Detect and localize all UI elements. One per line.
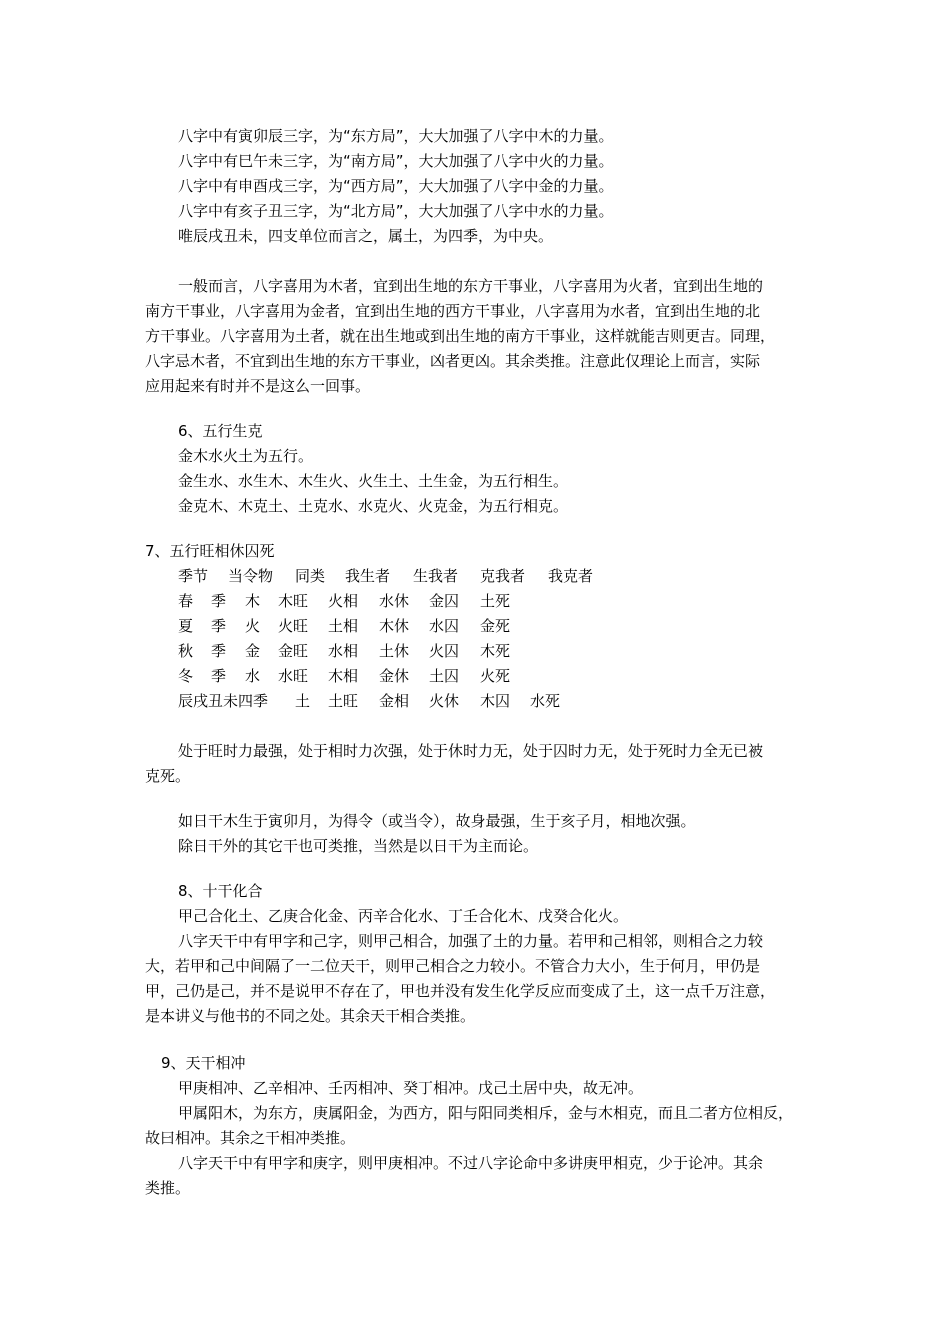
table-cell: 水旺 <box>278 667 309 685</box>
paragraph-line: 类推。 <box>145 1179 191 1197</box>
paragraph-line: 大，若甲和己中间隔了一二位天干，则甲己相合之力较小。不管合力大小，生于何月，甲仍是 <box>145 957 761 975</box>
text-line: 金克木、木克土、土克水、水克火、火克金，为五行相克。 <box>178 497 569 515</box>
table-header-cell: 季节 <box>178 567 209 585</box>
table-cell: 土囚 <box>429 667 460 685</box>
table-cell: 季 <box>211 592 227 610</box>
table-cell: 冬 <box>178 667 194 685</box>
table-cell: 夏 <box>178 617 194 635</box>
table-cell: 春 <box>178 592 194 610</box>
paragraph-line: 甲，己仍是己，并不是说甲不存在了，甲也并没有发生化学反应而变成了土，这一点千万注意， <box>145 982 776 1000</box>
table-cell: 土死 <box>480 592 511 610</box>
paragraph-line: 应用起来有时并不是这么一回事。 <box>145 377 371 395</box>
section-heading-7: 7、五行旺相休囚死 <box>145 542 275 560</box>
text-line: 唯辰戌丑未，四支单位而言之，属土，为四季，为中央。 <box>178 227 554 245</box>
table-cell: 金囚 <box>429 592 460 610</box>
paragraph-line: 八字天干中有甲字和庚字，则甲庚相冲。不过八字论命中多讲庚甲相克，少于论冲。其余 <box>178 1154 764 1172</box>
table-cell: 季 <box>211 667 227 685</box>
table-header-cell: 我克者 <box>548 567 594 585</box>
text-line: 金木水火土为五行。 <box>178 447 314 465</box>
paragraph-line: 故曰相冲。其余之干相冲类推。 <box>145 1129 356 1147</box>
table-cell: 火囚 <box>429 642 460 660</box>
table-cell: 水死 <box>530 692 561 710</box>
paragraph-line: 除日干外的其它干也可类推，当然是以日干为主而论。 <box>178 837 539 855</box>
table-cell: 木囚 <box>480 692 511 710</box>
table-cell: 水相 <box>328 642 359 660</box>
table-cell: 金休 <box>379 667 410 685</box>
text-line: 八字中有巳午未三字，为“南方局”，大大加强了八字中火的力量。 <box>178 152 614 170</box>
table-cell: 金相 <box>379 692 410 710</box>
table-cell: 秋 <box>178 642 194 660</box>
paragraph-line: 方干事业。八字喜用为土者，就在出生地或到出生地的南方干事业，这样就能吉则更吉。同理， <box>145 327 776 345</box>
table-cell: 火相 <box>328 592 359 610</box>
section-heading-9: 9、天干相冲 <box>161 1054 246 1072</box>
paragraph-line: 是本讲义与他书的不同之处。其余天干相合类推。 <box>145 1007 476 1025</box>
table-cell: 金旺 <box>278 642 309 660</box>
paragraph-line: 一般而言，八字喜用为木者，宜到出生地的东方干事业，八字喜用为火者，宜到出生地的 <box>178 277 764 295</box>
table-cell: 水 <box>245 667 261 685</box>
table-header-cell: 当令物 <box>228 567 274 585</box>
table-cell: 木死 <box>480 642 511 660</box>
table-cell: 水休 <box>379 592 410 610</box>
table-cell: 木相 <box>328 667 359 685</box>
table-cell: 土旺 <box>328 692 359 710</box>
paragraph-line: 处于旺时力最强，处于相时力次强，处于休时力无，处于囚时力无，处于死时力全无已被 <box>178 742 764 760</box>
text-line: 八字中有申酉戌三字，为“西方局”，大大加强了八字中金的力量。 <box>178 177 614 195</box>
table-cell: 水囚 <box>429 617 460 635</box>
table-cell: 土相 <box>328 617 359 635</box>
table-cell: 金死 <box>480 617 511 635</box>
text-line: 八字中有亥子丑三字，为“北方局”，大大加强了八字中水的力量。 <box>178 202 614 220</box>
table-header-cell: 克我者 <box>480 567 526 585</box>
table-cell: 季 <box>211 617 227 635</box>
table-cell: 火休 <box>429 692 460 710</box>
paragraph-line: 如日干木生于寅卯月，为得令（或当令），故身最强，生于亥子月，相地次强。 <box>178 812 696 830</box>
paragraph-line: 八字天干中有甲字和己字，则甲己相合，加强了土的力量。若甲和己相邻，则相合之力较 <box>178 932 764 950</box>
table-cell: 火 <box>245 617 261 635</box>
section-heading-6: 6、五行生克 <box>178 422 263 440</box>
text-line: 金生水、水生木、木生火、火生土、土生金，为五行相生。 <box>178 472 569 490</box>
section-heading-8: 8、十干化合 <box>178 882 263 900</box>
table-cell: 木 <box>245 592 261 610</box>
table-cell: 木旺 <box>278 592 309 610</box>
table-header-cell: 同类 <box>295 567 326 585</box>
text-line: 甲庚相冲、乙辛相冲、壬丙相冲、癸丁相冲。戊己土居中央，故无冲。 <box>178 1079 644 1097</box>
paragraph-line: 八字忌木者，不宜到出生地的东方干事业，凶者更凶。其余类推。注意此仅理论上而言，实际 <box>145 352 761 370</box>
table-cell: 土 <box>295 692 311 710</box>
text-line: 甲己合化土、乙庚合化金、丙辛合化水、丁壬合化木、戊癸合化火。 <box>178 907 629 925</box>
table-header-cell: 我生者 <box>345 567 391 585</box>
paragraph-line: 南方干事业，八字喜用为金者，宜到出生地的西方干事业，八字喜用为水者，宜到出生地的北 <box>145 302 761 320</box>
table-cell: 土休 <box>379 642 410 660</box>
table-cell: 火旺 <box>278 617 309 635</box>
table-cell: 季 <box>211 642 227 660</box>
paragraph-line: 克死。 <box>145 767 191 785</box>
paragraph-line: 甲属阳木，为东方，庚属阳金，为西方，阳与阳同类相斥，金与木相克，而且二者方位相反， <box>178 1104 794 1122</box>
table-cell: 辰戌丑未四季 <box>178 692 269 710</box>
text-line: 八字中有寅卯辰三字，为“东方局”，大大加强了八字中木的力量。 <box>178 127 614 145</box>
table-cell: 火死 <box>480 667 511 685</box>
table-cell: 金 <box>245 642 261 660</box>
table-cell: 木休 <box>379 617 410 635</box>
table-header-cell: 生我者 <box>413 567 459 585</box>
